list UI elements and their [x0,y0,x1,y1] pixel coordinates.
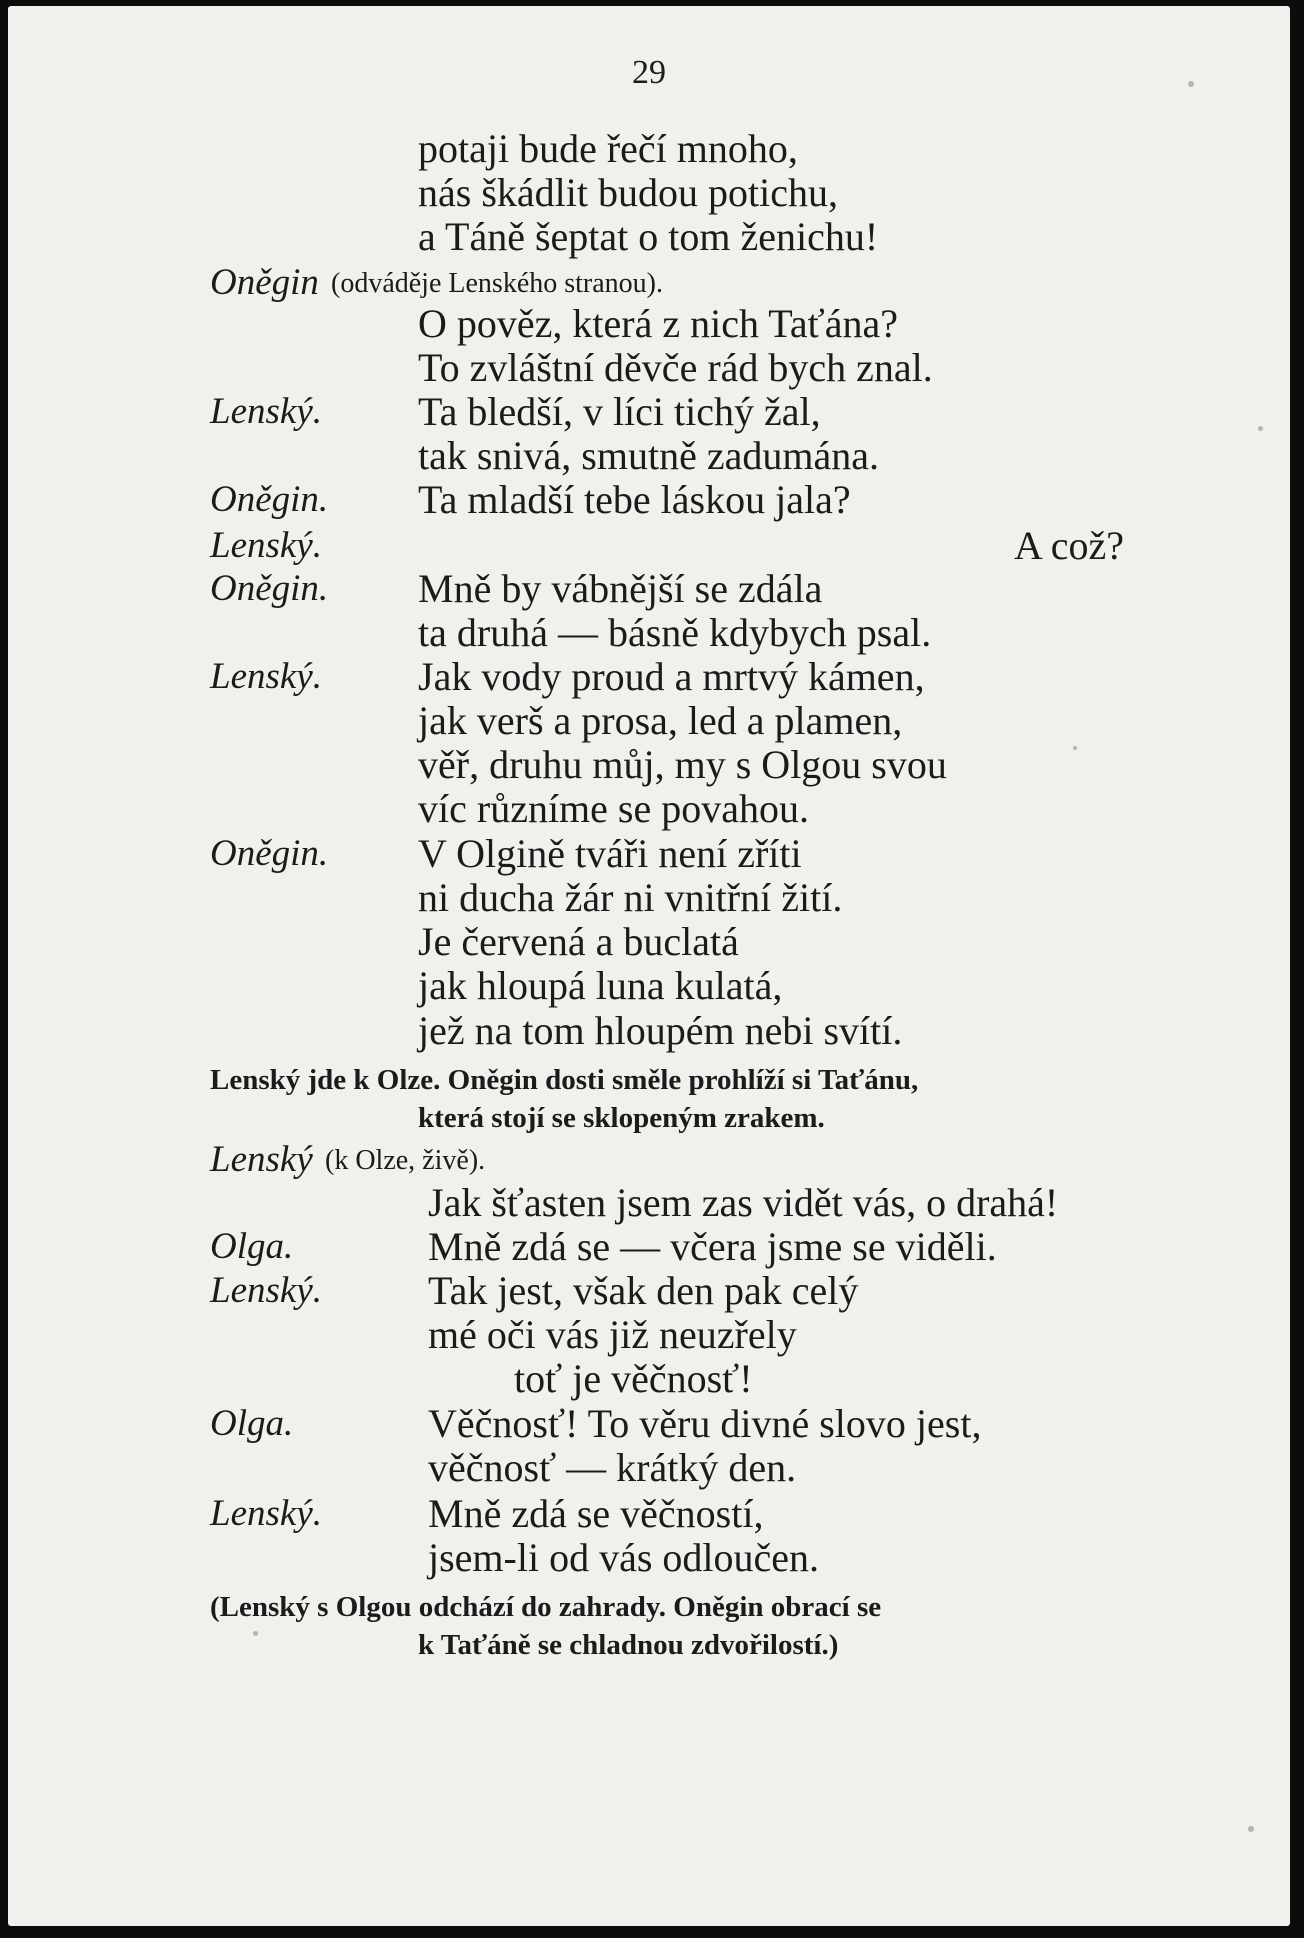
text-line [8,1138,1290,1182]
speaker-name: Lenský. [210,656,322,697]
verse-line: mé oči vás již neuzřely [428,1312,797,1357]
verse-line: a Táně šeptat o tom ženichu! [418,214,879,259]
print-speck [253,1631,258,1636]
verse-line: toť je věčnosť! [514,1356,753,1401]
text-line [8,832,1290,876]
text-line [8,743,1290,787]
text-line [8,699,1290,743]
verse-line: jak hloupá luna kulatá, [418,963,783,1008]
verse-line: potaji bude řečí mnoho, [418,126,798,171]
speaker-name: Lenský. [210,525,322,566]
text-line [8,127,1290,171]
print-speck [1258,426,1263,431]
text-line [8,215,1290,259]
verse-line: ta druhá — básně kdybych psal. [418,610,932,655]
speaker-name: Oněgin. [210,568,329,609]
verse-line: jak verš a prosa, led a plamen, [418,698,903,743]
text-line [8,1446,1290,1490]
page-number: 29 [632,54,666,91]
text-line [8,1269,1290,1313]
speaker-name: Lenský [210,1139,313,1180]
print-speck [1188,81,1194,87]
verse-line: A což? [1014,523,1124,568]
text-line [8,1402,1290,1446]
speaker-name: Olga. [210,1403,294,1444]
stage-direction: k Taťáně se chladnou zdvořilostí.) [418,1629,839,1661]
text-line [8,1095,1290,1139]
text-line [8,920,1290,964]
text-line [8,261,1290,305]
verse-line: víc různíme se povahou. [418,786,809,831]
verse-line: O pověz, která z nich Taťána? [418,301,898,346]
text-line [8,434,1290,478]
verse-line: Jak vody proud a mrtvý kámen, [418,654,925,699]
speaker-direction: (odváděje Lenského stranou). [331,268,663,299]
play-text [8,6,1290,1926]
verse-line: Tak jest, však den pak celý [428,1268,859,1313]
text-line [8,1357,1290,1401]
speaker-name: Oněgin. [210,833,329,874]
verse-line: Mně zdá se věčností, [428,1491,764,1536]
verse-line: nás škádlit budou potichu, [418,170,838,215]
verse-line: věř, druhu můj, my s Olgou svou [418,742,947,787]
text-line [8,876,1290,920]
stage-direction: (Lenský s Olgou odchází do zahrady. Oněgin obrací se [210,1591,882,1623]
text-line [8,302,1290,346]
print-speck [1073,746,1077,750]
text-line [8,787,1290,831]
book-page [8,6,1290,1926]
speaker-name: Oněgin [210,262,319,303]
text-line [8,478,1290,522]
verse-line: jsem-li od vás odloučen. [428,1535,820,1580]
speaker-name: Lenský. [210,1270,322,1311]
stage-direction: která stojí se sklopeným zrakem. [418,1102,825,1134]
text-line [8,1313,1290,1357]
text-line [8,171,1290,215]
verse-line: Je červená a buclatá [418,919,739,964]
verse-line: Jak šťasten jsem zas vidět vás, o drahá! [428,1180,1059,1225]
speaker-name: Lenský. [210,391,322,432]
verse-line: Mně by vábnější se zdála [418,566,823,611]
verse-line: To zvláštní děvče rád bych znal. [418,345,933,390]
text-line [8,346,1290,390]
verse-line: Mně zdá se — včera jsme se viděli. [428,1224,997,1269]
text-line [8,1181,1290,1225]
text-line [8,567,1290,611]
text-line [8,964,1290,1008]
text-line [8,655,1290,699]
verse-line: jež na tom hloupém nebi svítí. [418,1008,903,1053]
text-line [8,1009,1290,1053]
verse-line: Ta mladší tebe láskou jala? [418,477,851,522]
text-line [8,611,1290,655]
text-line [8,390,1290,434]
verse-line: Ta bledší, v líci tichý žal, [418,389,821,434]
speaker-name: Olga. [210,1226,294,1267]
speaker-direction: (k Olze, živě). [325,1145,486,1176]
speaker-name: Lenský. [210,1493,322,1534]
text-line [8,1225,1290,1269]
verse-line: ni ducha žár ni vnitřní žití. [418,875,843,920]
verse-line: tak snivá, smutně zadumána. [418,433,879,478]
stage-direction: Lenský jde k Olze. Oněgin dosti směle prohlíží si Taťánu, [210,1064,919,1096]
print-speck [1248,1826,1254,1832]
text-line [8,524,1290,568]
speaker-name: Oněgin. [210,479,329,520]
verse-line: věčnosť — krátký den. [428,1445,797,1490]
verse-line: V Olgině tváři není zříti [418,831,802,876]
verse-line: Věčnosť! To věru divné slovo jest, [428,1401,982,1446]
text-line [8,1622,1290,1666]
text-line [8,1492,1290,1536]
text-line [8,1536,1290,1580]
